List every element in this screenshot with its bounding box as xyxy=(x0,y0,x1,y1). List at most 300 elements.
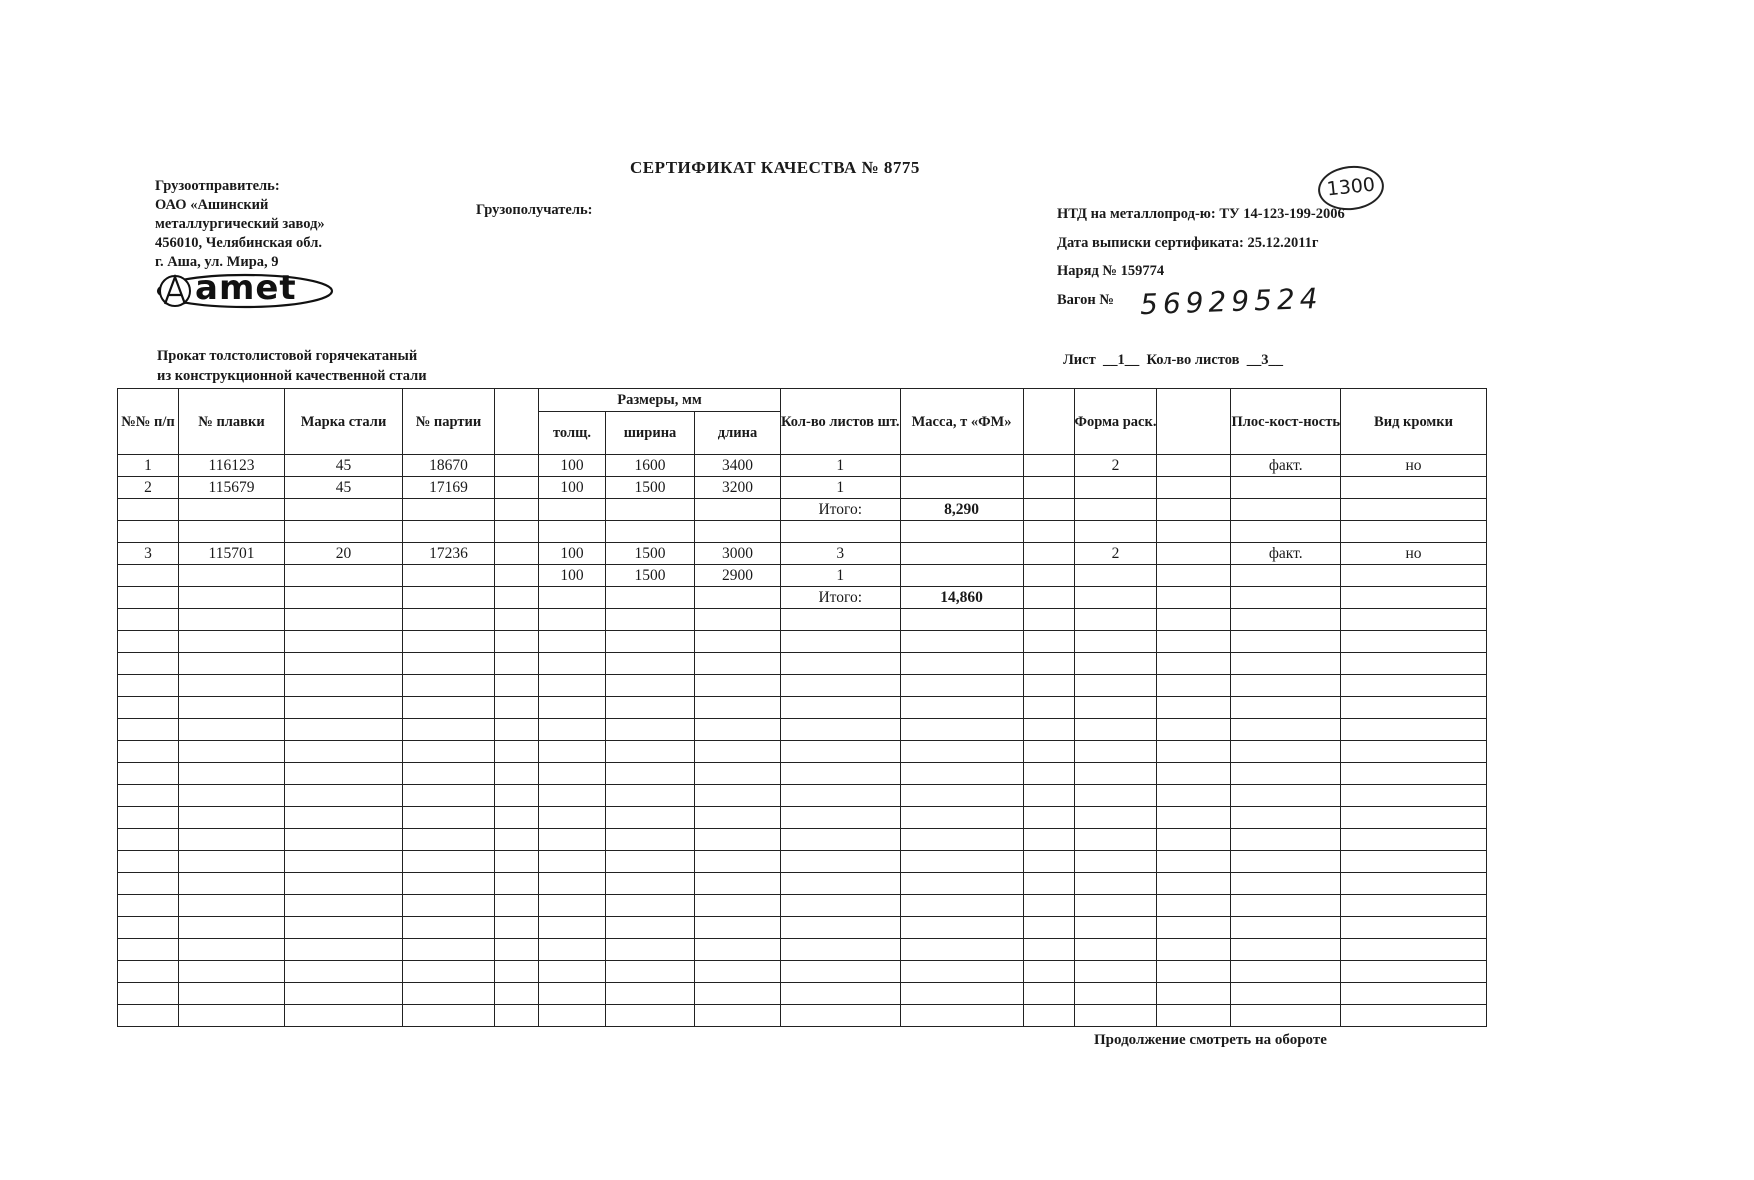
empty-cell xyxy=(1157,675,1231,697)
empty-cell xyxy=(900,609,1023,631)
empty-cell xyxy=(1074,807,1157,829)
empty-cell xyxy=(1023,521,1074,543)
cell-mass: 14,860 xyxy=(900,587,1023,609)
empty-cell xyxy=(606,697,695,719)
empty-cell xyxy=(118,829,179,851)
empty-cell xyxy=(285,939,403,961)
empty-cell xyxy=(285,521,403,543)
empty-cell xyxy=(900,763,1023,785)
empty-cell xyxy=(179,939,285,961)
cell-qty: 1 xyxy=(781,455,901,477)
amet-logo xyxy=(155,268,335,310)
empty-cell xyxy=(495,873,539,895)
empty-cell xyxy=(285,631,403,653)
empty-cell xyxy=(495,851,539,873)
table-row xyxy=(118,499,1487,521)
empty-cell xyxy=(285,873,403,895)
empty-cell xyxy=(495,521,539,543)
empty-cell xyxy=(285,697,403,719)
empty-cell xyxy=(1231,763,1341,785)
table-row xyxy=(118,829,1487,851)
empty-cell xyxy=(1074,983,1157,1005)
cell-edge: но xyxy=(1341,455,1487,477)
table-row xyxy=(118,851,1487,873)
empty-cell xyxy=(1231,917,1341,939)
empty-cell xyxy=(403,939,495,961)
empty-cell xyxy=(1231,785,1341,807)
cell-num: 2 xyxy=(118,477,179,499)
product-description xyxy=(157,346,427,386)
empty-cell xyxy=(695,917,781,939)
empty-cell xyxy=(179,653,285,675)
empty-cell xyxy=(606,741,695,763)
empty-cell xyxy=(781,829,901,851)
sender-line: 456010, Челябинская обл. xyxy=(155,235,322,251)
empty-cell xyxy=(695,939,781,961)
empty-cell xyxy=(1074,675,1157,697)
header-heat: № плавки xyxy=(179,389,285,455)
empty-cell xyxy=(1341,873,1487,895)
empty-cell xyxy=(1023,455,1074,477)
header-dimensions: Размеры, мм xyxy=(539,389,781,412)
empty-cell xyxy=(118,983,179,1005)
table-row xyxy=(118,763,1487,785)
empty-cell xyxy=(403,983,495,1005)
empty-cell xyxy=(1023,895,1074,917)
table-row xyxy=(118,719,1487,741)
empty-cell xyxy=(118,499,179,521)
empty-cell xyxy=(179,609,285,631)
product-line: из конструкционной качественной стали xyxy=(157,368,427,384)
empty-cell xyxy=(1023,741,1074,763)
cell-num: 1 xyxy=(118,455,179,477)
empty-cell xyxy=(118,785,179,807)
total-label: Итого: xyxy=(781,587,901,609)
empty-cell xyxy=(1074,499,1157,521)
empty-cell xyxy=(900,873,1023,895)
sheet-count: 3 xyxy=(1261,352,1269,368)
empty-cell xyxy=(285,983,403,1005)
empty-cell xyxy=(179,873,285,895)
empty-cell xyxy=(1341,521,1487,543)
empty-cell xyxy=(695,521,781,543)
empty-cell xyxy=(781,961,901,983)
empty-cell xyxy=(403,785,495,807)
empty-cell xyxy=(403,697,495,719)
empty-cell xyxy=(179,697,285,719)
empty-cell xyxy=(1231,741,1341,763)
empty-cell xyxy=(403,961,495,983)
empty-cell xyxy=(606,785,695,807)
table-row xyxy=(118,521,1487,543)
cell-length: 3400 xyxy=(695,455,781,477)
empty-cell xyxy=(695,741,781,763)
empty-cell xyxy=(606,807,695,829)
empty-cell xyxy=(495,785,539,807)
empty-cell xyxy=(539,499,606,521)
table-row xyxy=(118,895,1487,917)
empty-cell xyxy=(1023,675,1074,697)
empty-cell xyxy=(900,697,1023,719)
empty-cell xyxy=(285,609,403,631)
empty-cell xyxy=(285,961,403,983)
empty-cell xyxy=(781,697,901,719)
sheet-label: Лист xyxy=(1063,352,1096,368)
empty-cell xyxy=(606,895,695,917)
empty-cell xyxy=(179,829,285,851)
empty-cell xyxy=(539,521,606,543)
cell-length: 2900 xyxy=(695,565,781,587)
empty-cell xyxy=(118,653,179,675)
empty-cell xyxy=(1023,983,1074,1005)
empty-cell xyxy=(1074,917,1157,939)
empty-cell xyxy=(403,829,495,851)
empty-cell xyxy=(179,785,285,807)
empty-cell xyxy=(285,741,403,763)
empty-cell xyxy=(1341,785,1487,807)
empty-cell xyxy=(1023,499,1074,521)
empty-cell xyxy=(606,961,695,983)
cell-thickness: 100 xyxy=(539,565,606,587)
empty-cell xyxy=(403,719,495,741)
empty-cell xyxy=(495,1005,539,1027)
empty-cell xyxy=(539,609,606,631)
empty-cell xyxy=(403,895,495,917)
empty-cell xyxy=(495,653,539,675)
empty-cell xyxy=(1231,609,1341,631)
empty-cell xyxy=(1023,719,1074,741)
empty-cell xyxy=(403,521,495,543)
empty-cell xyxy=(1023,873,1074,895)
empty-cell xyxy=(1341,477,1487,499)
empty-cell xyxy=(1157,499,1231,521)
cell-width: 1500 xyxy=(606,543,695,565)
empty-cell xyxy=(179,719,285,741)
empty-cell xyxy=(1023,763,1074,785)
sender-line: металлургический завод» xyxy=(155,216,325,232)
empty-cell xyxy=(495,829,539,851)
empty-cell xyxy=(695,587,781,609)
table-row xyxy=(118,543,1487,565)
empty-cell xyxy=(1157,939,1231,961)
empty-cell xyxy=(1231,851,1341,873)
empty-cell xyxy=(900,653,1023,675)
empty-cell xyxy=(1231,499,1341,521)
header-qty: Кол-во листов шт. xyxy=(781,389,901,455)
empty-cell xyxy=(1023,917,1074,939)
empty-cell xyxy=(118,587,179,609)
empty-cell xyxy=(1341,587,1487,609)
certificate-table xyxy=(117,388,1487,1027)
empty-cell xyxy=(1341,961,1487,983)
empty-cell xyxy=(118,895,179,917)
empty-cell xyxy=(1023,565,1074,587)
empty-cell xyxy=(781,1005,901,1027)
sheet-info: Лист __1__ Кол-во листов __3__ xyxy=(1063,352,1283,368)
empty-cell xyxy=(606,675,695,697)
empty-cell xyxy=(179,961,285,983)
empty-cell xyxy=(1231,1005,1341,1027)
empty-cell xyxy=(118,873,179,895)
empty-cell xyxy=(900,631,1023,653)
empty-cell xyxy=(1157,697,1231,719)
empty-cell xyxy=(695,653,781,675)
cell-num: 3 xyxy=(118,543,179,565)
empty-cell xyxy=(900,785,1023,807)
empty-cell xyxy=(781,785,901,807)
certificate-title: СЕРТИФИКАТ КАЧЕСТВА № 8775 xyxy=(630,158,920,177)
empty-cell xyxy=(403,741,495,763)
logo-text: amet xyxy=(195,268,297,308)
empty-cell xyxy=(1023,851,1074,873)
empty-cell xyxy=(1341,983,1487,1005)
empty-cell xyxy=(1157,543,1231,565)
empty-cell xyxy=(285,895,403,917)
continuation-note: Продолжение смотреть на обороте xyxy=(1094,1032,1327,1048)
empty-cell xyxy=(606,829,695,851)
empty-cell xyxy=(495,565,539,587)
empty-cell xyxy=(781,719,901,741)
table-row xyxy=(118,565,1487,587)
cell-thickness: 100 xyxy=(539,543,606,565)
empty-cell xyxy=(695,697,781,719)
empty-cell xyxy=(495,609,539,631)
empty-cell xyxy=(118,917,179,939)
empty-cell xyxy=(118,521,179,543)
empty-cell xyxy=(179,741,285,763)
empty-cell xyxy=(1157,631,1231,653)
empty-cell xyxy=(1231,631,1341,653)
sender-block xyxy=(155,177,415,272)
empty-cell xyxy=(900,1005,1023,1027)
empty-cell xyxy=(118,631,179,653)
empty-cell xyxy=(495,961,539,983)
empty-cell xyxy=(285,851,403,873)
header-grade: Марка стали xyxy=(285,389,403,455)
empty-cell xyxy=(179,895,285,917)
empty-cell xyxy=(1157,961,1231,983)
cell-grade: 45 xyxy=(285,477,403,499)
empty-cell xyxy=(900,741,1023,763)
empty-cell xyxy=(1157,653,1231,675)
header-batch: № партии xyxy=(403,389,495,455)
header-blank xyxy=(1023,389,1074,455)
empty-cell xyxy=(179,675,285,697)
header-thickness: толщ. xyxy=(539,412,606,455)
empty-cell xyxy=(1023,785,1074,807)
empty-cell xyxy=(1231,675,1341,697)
empty-cell xyxy=(403,609,495,631)
empty-cell xyxy=(495,741,539,763)
header-edge: Вид кромки xyxy=(1341,389,1487,455)
empty-cell xyxy=(118,807,179,829)
empty-cell xyxy=(695,609,781,631)
empty-cell xyxy=(900,917,1023,939)
empty-cell xyxy=(1341,631,1487,653)
empty-cell xyxy=(606,917,695,939)
empty-cell xyxy=(539,697,606,719)
cell-mass: 8,290 xyxy=(900,499,1023,521)
empty-cell xyxy=(1074,851,1157,873)
empty-cell xyxy=(539,741,606,763)
empty-cell xyxy=(900,719,1023,741)
table-row xyxy=(118,873,1487,895)
empty-cell xyxy=(179,565,285,587)
empty-cell xyxy=(179,1005,285,1027)
empty-cell xyxy=(606,719,695,741)
empty-cell xyxy=(1023,653,1074,675)
empty-cell xyxy=(1074,763,1157,785)
empty-cell xyxy=(539,653,606,675)
empty-cell xyxy=(781,895,901,917)
empty-cell xyxy=(1231,829,1341,851)
cell-cut-form: 2 xyxy=(1074,543,1157,565)
empty-cell xyxy=(781,873,901,895)
empty-cell xyxy=(1074,719,1157,741)
empty-cell xyxy=(285,719,403,741)
empty-cell xyxy=(118,675,179,697)
empty-cell xyxy=(1074,697,1157,719)
empty-cell xyxy=(1231,983,1341,1005)
empty-cell xyxy=(781,631,901,653)
empty-cell xyxy=(695,675,781,697)
empty-cell xyxy=(1231,697,1341,719)
empty-cell xyxy=(495,477,539,499)
empty-cell xyxy=(1231,807,1341,829)
header-blank xyxy=(1157,389,1231,455)
empty-cell xyxy=(1231,873,1341,895)
handwritten-circle-note: 1300 xyxy=(1316,163,1386,214)
empty-cell xyxy=(1341,675,1487,697)
empty-cell xyxy=(1023,807,1074,829)
empty-cell xyxy=(1341,895,1487,917)
cell-flatness: факт. xyxy=(1231,543,1341,565)
header-width: ширина xyxy=(606,412,695,455)
empty-cell xyxy=(539,719,606,741)
empty-cell xyxy=(695,719,781,741)
empty-cell xyxy=(495,939,539,961)
table-row xyxy=(118,587,1487,609)
empty-cell xyxy=(495,719,539,741)
empty-cell xyxy=(539,983,606,1005)
empty-cell xyxy=(695,983,781,1005)
empty-cell xyxy=(1074,631,1157,653)
empty-cell xyxy=(495,587,539,609)
empty-cell xyxy=(900,455,1023,477)
cell-batch: 17169 xyxy=(403,477,495,499)
empty-cell xyxy=(900,477,1023,499)
empty-cell xyxy=(606,653,695,675)
empty-cell xyxy=(1231,961,1341,983)
empty-cell xyxy=(781,983,901,1005)
cell-grade: 45 xyxy=(285,455,403,477)
product-line: Прокат толстолистовой горячекатаный xyxy=(157,348,418,364)
empty-cell xyxy=(539,829,606,851)
cell-length: 3000 xyxy=(695,543,781,565)
empty-cell xyxy=(1157,609,1231,631)
empty-cell xyxy=(179,631,285,653)
cell-length: 3200 xyxy=(695,477,781,499)
empty-cell xyxy=(1074,565,1157,587)
table-row xyxy=(118,961,1487,983)
empty-cell xyxy=(495,455,539,477)
empty-cell xyxy=(1023,543,1074,565)
empty-cell xyxy=(179,851,285,873)
empty-cell xyxy=(695,807,781,829)
empty-cell xyxy=(900,521,1023,543)
empty-cell xyxy=(1341,565,1487,587)
table-row xyxy=(118,653,1487,675)
empty-cell xyxy=(539,631,606,653)
empty-cell xyxy=(403,873,495,895)
empty-cell xyxy=(1341,763,1487,785)
empty-cell xyxy=(1157,521,1231,543)
empty-cell xyxy=(781,763,901,785)
cell-edge: но xyxy=(1341,543,1487,565)
table-row xyxy=(118,609,1487,631)
empty-cell xyxy=(606,609,695,631)
empty-cell xyxy=(781,521,901,543)
cell-qty: 1 xyxy=(781,565,901,587)
empty-cell xyxy=(1157,477,1231,499)
empty-cell xyxy=(900,829,1023,851)
cell-thickness: 100 xyxy=(539,477,606,499)
header-blank xyxy=(495,389,539,455)
empty-cell xyxy=(781,939,901,961)
empty-cell xyxy=(1157,851,1231,873)
empty-cell xyxy=(118,741,179,763)
empty-cell xyxy=(1157,1005,1231,1027)
order-number: Наряд № 159774 xyxy=(1057,263,1165,279)
empty-cell xyxy=(1074,521,1157,543)
empty-cell xyxy=(606,587,695,609)
empty-cell xyxy=(1023,587,1074,609)
empty-cell xyxy=(695,1005,781,1027)
empty-cell xyxy=(403,499,495,521)
empty-cell xyxy=(606,499,695,521)
empty-cell xyxy=(285,565,403,587)
empty-cell xyxy=(1074,653,1157,675)
empty-cell xyxy=(606,763,695,785)
empty-cell xyxy=(900,961,1023,983)
empty-cell xyxy=(900,895,1023,917)
empty-cell xyxy=(1341,851,1487,873)
empty-cell xyxy=(1231,653,1341,675)
empty-cell xyxy=(695,499,781,521)
empty-cell xyxy=(781,609,901,631)
empty-cell xyxy=(179,917,285,939)
empty-cell xyxy=(781,653,901,675)
empty-cell xyxy=(1023,631,1074,653)
empty-cell xyxy=(539,895,606,917)
empty-cell xyxy=(1231,521,1341,543)
empty-cell xyxy=(606,631,695,653)
empty-cell xyxy=(539,587,606,609)
empty-cell xyxy=(403,675,495,697)
cell-qty: 3 xyxy=(781,543,901,565)
empty-cell xyxy=(900,807,1023,829)
cell-batch: 18670 xyxy=(403,455,495,477)
empty-cell xyxy=(900,939,1023,961)
table-row xyxy=(118,697,1487,719)
empty-cell xyxy=(1341,807,1487,829)
empty-cell xyxy=(539,807,606,829)
empty-cell xyxy=(606,873,695,895)
cell-grade: 20 xyxy=(285,543,403,565)
empty-cell xyxy=(118,719,179,741)
empty-cell xyxy=(495,499,539,521)
empty-cell xyxy=(179,983,285,1005)
